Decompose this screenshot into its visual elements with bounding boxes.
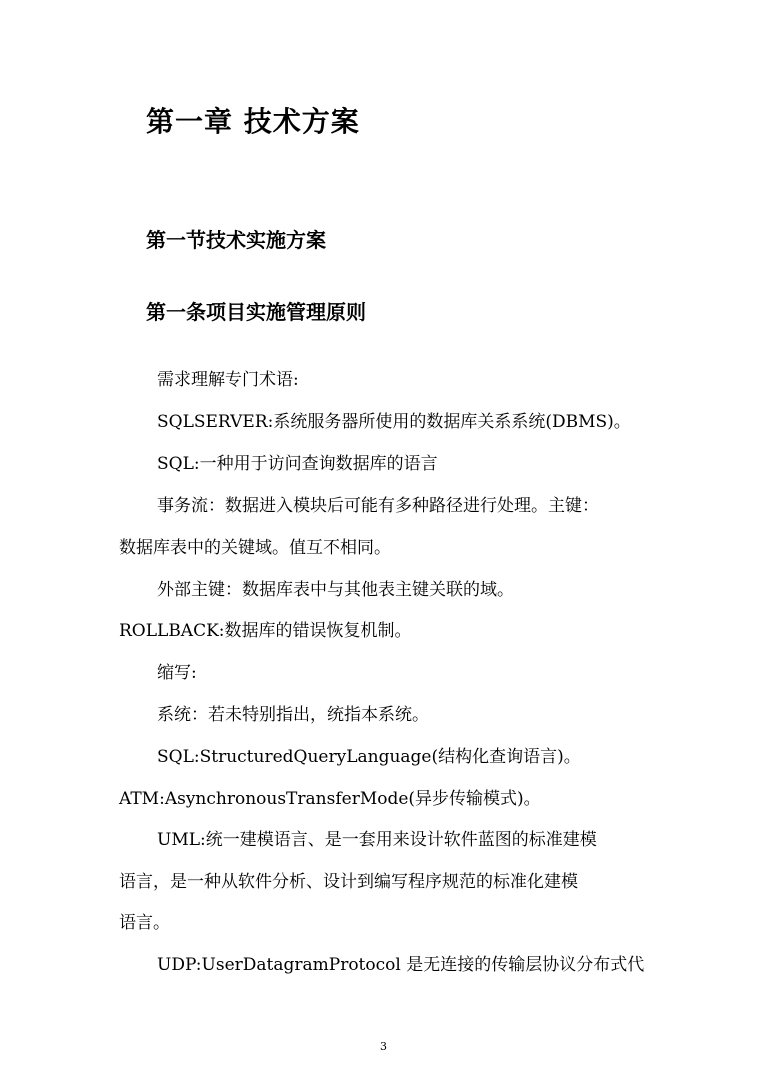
section-title: 第一节技术实施方案 — [146, 228, 326, 252]
body-line: SQLSERVER:系统服务器所使用的数据库关系系统(DBMS)。 — [157, 412, 631, 432]
body-line: 系统：若未特别指出，统指本系统。 — [157, 705, 429, 725]
body-line: SQL:一种用于访问查询数据库的语言 — [157, 454, 438, 474]
body-line: 外部主键：数据库表中与其他表主键关联的域。 — [157, 580, 514, 600]
body-line: 数据库表中的关键域。值互不相同。 — [119, 538, 391, 558]
body-line: UML:统一建模语言、是一套用来设计软件蓝图的标准建模 — [157, 830, 597, 850]
body-line: ROLLBACK:数据库的错误恢复机制。 — [119, 621, 412, 641]
body-line: 语言，是一种从软件分析、设计到编写程序规范的标准化建模 — [119, 872, 578, 892]
body-line: SQL:StructuredQueryLanguage(结构化查询语言)。 — [157, 747, 581, 767]
body-line: UDP:UserDatagramProtocol 是无连接的传输层协议分布式代 — [157, 955, 645, 975]
article-title: 第一条项目实施管理原则 — [146, 300, 366, 324]
chapter-title: 第一章 技术方案 — [146, 105, 360, 138]
body-line: 缩写: — [157, 663, 197, 683]
body-line: 需求理解专门术语: — [157, 370, 299, 390]
body-line: 事务流：数据进入模块后可能有多种路径进行处理。主键： — [157, 496, 599, 516]
body-line: 语言。 — [119, 913, 170, 933]
body-line: ATM:AsynchronousTransferMode(异步传输模式)。 — [119, 789, 541, 809]
page-number: 3 — [380, 1040, 387, 1053]
